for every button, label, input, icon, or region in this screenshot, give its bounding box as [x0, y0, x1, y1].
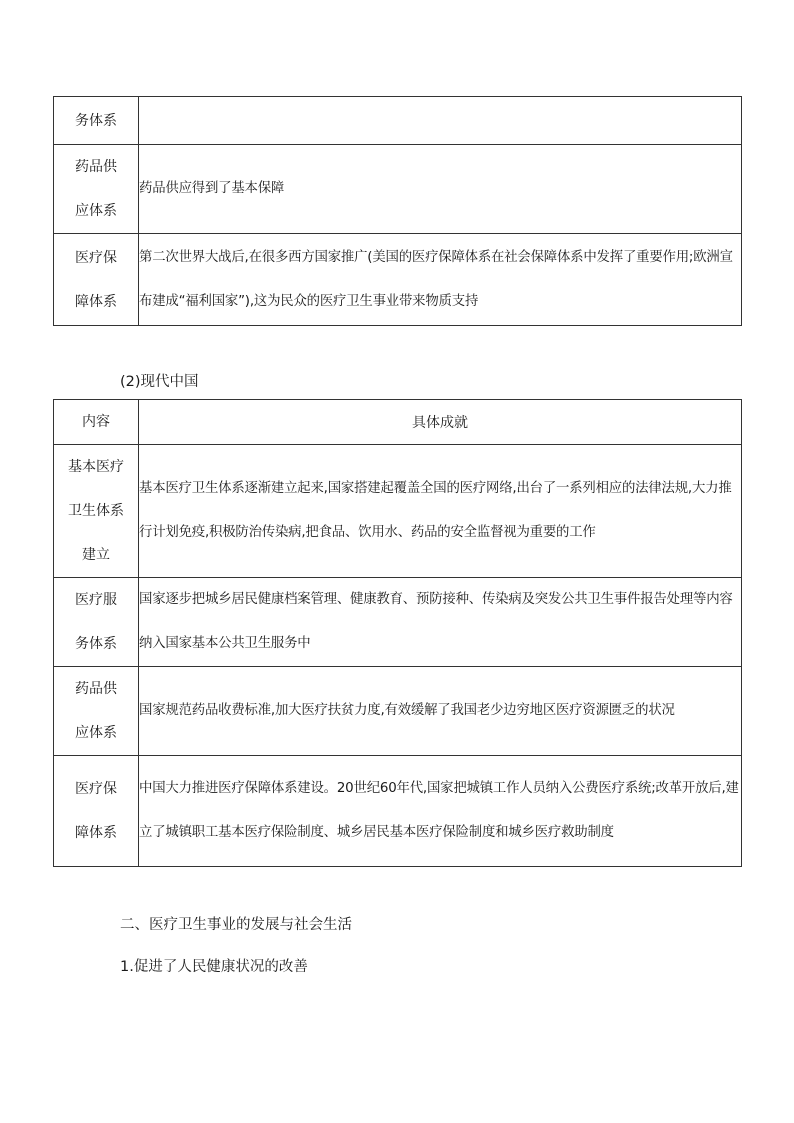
table-header-row — [54, 400, 742, 445]
table-row — [54, 667, 742, 756]
row-label — [54, 756, 139, 867]
row-label-line: 卫生体系 — [68, 503, 124, 519]
table-modern-china — [53, 399, 742, 867]
table-row — [54, 756, 742, 867]
row-label — [54, 234, 139, 326]
row-label — [54, 578, 139, 667]
row-content: 第二次世界大战后,在很多西方国家推广(美国的医疗保障体系在社会保障体系中发挥了重要作用;欧洲宣布建成“福利国家”),这为民众的医疗卫生事业带来物质支持 — [139, 234, 742, 326]
table-row — [54, 97, 742, 145]
header-cell-content-type: 内容 — [54, 400, 139, 445]
table-row — [54, 578, 742, 667]
row-label-line: 医疗服 — [75, 592, 117, 608]
table-row — [54, 145, 742, 234]
row-label — [54, 97, 139, 145]
row-label-line: 医疗保 — [75, 249, 117, 266]
row-content: 药品供应得到了基本保障 — [139, 145, 742, 234]
section-heading-modern-china: (2)现代中国 — [120, 374, 199, 390]
header-cell-achievements: 具体成就 — [139, 400, 742, 445]
row-content — [139, 97, 742, 145]
row-label-line: 障体系 — [75, 825, 117, 841]
table-row — [54, 445, 742, 578]
row-label-line: 应体系 — [75, 725, 117, 741]
row-content: 基本医疗卫生体系逐渐建立起来,国家搭建起覆盖全国的医疗网络,出台了一系列相应的法律法规,大力推行计划免疫,积极防治传染病,把食品、饮用水、药品的安全监督视为重要的工作 — [139, 445, 742, 578]
row-content: 国家规范药品收费标准,加大医疗扶贫力度,有效缓解了我国老少边穷地区医疗资源匮乏的状况 — [139, 667, 742, 756]
row-label-line: 务体系 — [75, 636, 117, 652]
row-label-line: 基本医疗 — [68, 459, 124, 475]
row-label-line: 建立 — [82, 547, 110, 563]
row-content: 国家逐步把城乡居民健康档案管理、健康教育、预防接种、传染病及突发公共卫生事件报告处理等内容纳入国家基本公共卫生服务中 — [139, 578, 742, 667]
row-label-line: 药品供 — [75, 681, 117, 697]
row-label-line: 药品供 — [75, 159, 117, 175]
row-label — [54, 445, 139, 578]
row-label-line: 务体系 — [75, 112, 117, 129]
row-label — [54, 667, 139, 756]
table-row — [54, 234, 742, 326]
row-label — [54, 145, 139, 234]
section-heading-two: 二、医疗卫生事业的发展与社会生活 — [120, 917, 352, 933]
subheading-health-improvement: 1.促进了人民健康状况的改善 — [120, 959, 308, 975]
row-label-line: 障体系 — [75, 293, 117, 310]
row-label-line: 应体系 — [75, 203, 117, 219]
row-content: 中国大力推进医疗保障体系建设。20世纪60年代,国家把城镇工作人员纳入公费医疗系统;改革开放后,建立了城镇职工基本医疗保险制度、城乡居民基本医疗保险制度和城乡医疗救助制度 — [139, 756, 742, 867]
table-continued — [53, 96, 742, 326]
row-label-line: 医疗保 — [75, 781, 117, 797]
